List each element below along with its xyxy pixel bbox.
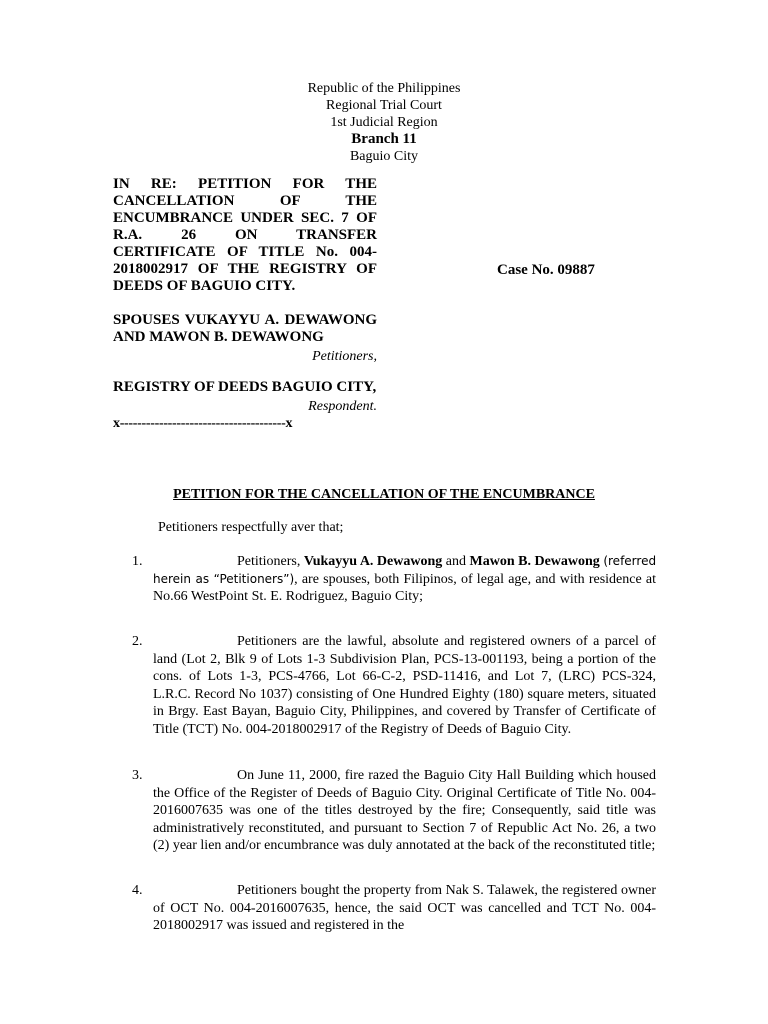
court-header [0, 80, 768, 165]
paragraph-4 [113, 882, 656, 935]
p1-name1: Vukayyu A. Dewawong [303, 554, 443, 569]
case-number: Case No. 09887 [497, 262, 595, 278]
paragraph-number: 4. [132, 883, 143, 898]
p1-lead: Petitioners, [237, 554, 301, 569]
document-title-text: PETITION FOR THE CANCELLATION OF THE ENCUMBRANCE [173, 487, 595, 502]
caption-divider: x--------------------------------------x [113, 416, 293, 431]
document-title [0, 487, 768, 503]
header-republic: Republic of the Philippines [307, 81, 461, 96]
caption-petitioners-role: Petitioners, [312, 349, 377, 364]
paragraph-number: 2. [132, 634, 143, 649]
paragraph-text: On June 11, 2000, fire razed the Baguio City Hall Building which housed the Office of the Register of Deeds of Baguio City. Original Certificate of Title No. 004-2016007635 was one of the titles destroyed by the fire; Consequently, said title was administratively reconstituted, and pursuant to Section 7 of Republic Act No. 26, a two (2) year lien and/or encumbrance was duly annotated at the back of the reconstituted title; [153, 768, 656, 854]
caption-respondent: REGISTRY OF DEEDS BAGUIO CITY, [113, 379, 377, 395]
caption-matter: IN RE: PETITION FOR THE CANCELLATION OF THE ENCUMBRANCE UNDER SEC. 7 OF R.A. 26 ON TRANSFER CERTIFICATE OF TITLE No. 004-2018002917 OF THE REGISTRY OF DEEDS OF BAGUIO CITY. [113, 176, 377, 294]
header-region: 1st Judicial Region [330, 115, 438, 130]
paragraph-text [153, 553, 656, 606]
p1-rest: , are spouses, both Filipinos, of legal age, and with residence at No.66 WestPoint St. E. Rodriguez, Baguio City; [153, 571, 656, 605]
p1-ref: (referred herein as “Petitioners”) [153, 554, 657, 586]
paragraph-text: Petitioners bought the property from Nak S. Talawek, the registered owner of OCT No. 004-2016007635, hence, the said OCT was cancelled and TCT No. 004-2018002917 was issued and registered in the [153, 883, 656, 934]
paragraph-number: 1. [132, 554, 143, 569]
paragraph-3 [113, 767, 656, 855]
header-city: Baguio City [349, 149, 419, 164]
paragraph-text: Petitioners are the lawful, absolute and registered owners of a parcel of land (Lot 2, Blk 9 of Lots 1-3 Subdivision Plan, PCS-13-001193, being a portion of the cons. of Lots 1-3, PCS-4766, Lot 66-C-2, PSD-11416, and Lot 7, (LRC) PCS-324, L.R.C. Record No 1037) consisting of One Hundred Eighty (180) square meters, situated in Brgy. East Bayan, Baguio City, Philippines, and covered by Transfer of Certificate of Title (TCT) No. 004-2018002917 of the Registry of Deeds of Baguio City. [153, 634, 656, 737]
header-branch: Branch 11 [351, 131, 417, 147]
paragraph-1 [113, 553, 656, 606]
case-caption [113, 176, 377, 432]
caption-respondent-role: Respondent. [308, 399, 377, 414]
caption-petitioners: SPOUSES VUKAYYU A. DEWAWONG AND MAWON B. DEWAWONG [113, 312, 377, 345]
paragraph-2 [113, 633, 656, 739]
paragraph-number: 3. [132, 768, 143, 783]
header-court: Regional Trial Court [326, 98, 442, 113]
p1-and: and [445, 554, 466, 569]
intro-text: Petitioners respectfully aver that; [158, 520, 344, 535]
p1-name2: Mawon B. Dewawong [469, 554, 600, 569]
